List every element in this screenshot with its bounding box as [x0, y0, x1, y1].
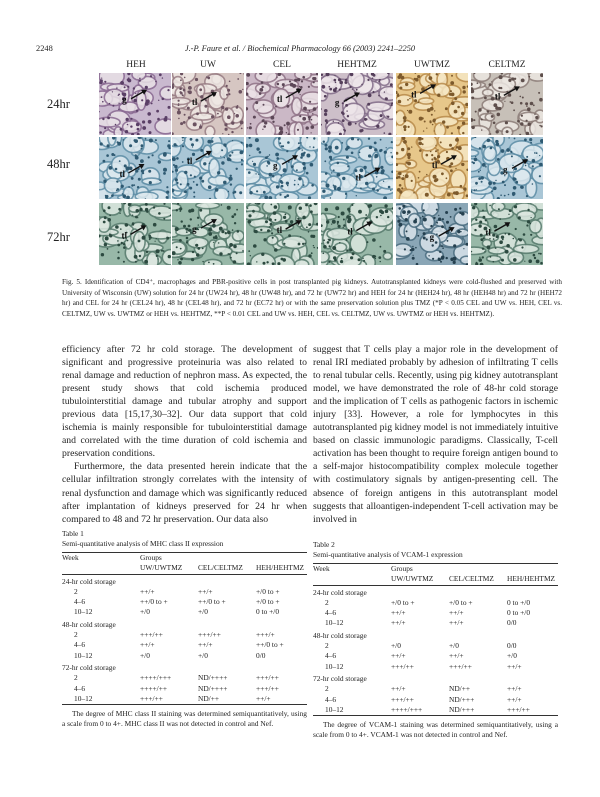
panel-label: tl: [276, 93, 283, 104]
table-cell: 0 to +/0: [507, 597, 531, 607]
table-cell: ND/++++: [198, 673, 228, 683]
table-row: [62, 597, 307, 607]
table-cell: ++/+: [507, 694, 522, 704]
micrograph-panel: [172, 137, 244, 199]
table-row: [62, 673, 307, 683]
table-row: [313, 662, 558, 672]
table-cell: +++/++: [507, 705, 558, 716]
table-row: [62, 630, 307, 640]
table-cell: 4–6: [325, 651, 337, 661]
table-cell: +/0: [198, 650, 208, 660]
table-cell: 2: [325, 641, 329, 651]
table-cell: 10–12: [325, 661, 344, 671]
table-cell: ++/+: [140, 640, 155, 650]
table-cell: 0 to +/0: [256, 607, 280, 617]
table-cell: ND/+++: [449, 705, 507, 716]
table-cell: ++/+: [198, 586, 213, 596]
micrograph-panel: [396, 203, 468, 265]
table-2: [313, 540, 558, 740]
table-row: [62, 574, 307, 587]
table-cell: [62, 563, 140, 574]
table-cell: 2: [74, 586, 78, 596]
table-row: [313, 684, 558, 694]
panel-label: tl: [191, 97, 198, 108]
table-cell: ++/+: [391, 651, 406, 661]
table-cell: ++++/+++: [140, 673, 172, 683]
table-cell: 2: [74, 673, 78, 683]
panel-label: tl: [186, 155, 193, 166]
table-row: [313, 598, 558, 608]
panel-label: tl: [485, 227, 491, 238]
table-footnote: The degree of MHC class II staining was determined semiquantitatively, using a scale from 0 to 4+. MHC class II was not detected in control and Nef.: [62, 709, 307, 729]
table-cell: +/0: [507, 651, 517, 661]
table-cell: [313, 574, 391, 585]
table-cell: +++/++: [256, 673, 279, 683]
micrograph-panel: [471, 137, 543, 199]
table-cell: CEL/CELTMZ: [449, 574, 507, 585]
table-cell: 10–12: [313, 705, 391, 716]
page-number: 2248: [36, 44, 53, 53]
micrograph-panel: [246, 73, 318, 135]
table-cell: 10–12: [62, 694, 140, 705]
body-column-left: [62, 343, 307, 526]
table-cell: 24-hr cold storage: [62, 576, 116, 586]
paragraph: efficiency after 72 hr cold storage. The development of significant and progressive proteinuria was also related to renal damage and reduction of nephron mass. As expected, the present study shows that cold ischemia produced tubulointerstitial damage and tubular atrophy and support previous data [15,17,30–32]. Our data support that cold ischemia is mainly responsible for tubulointerstitial damage and correlated with the time duration of cold ischemia and preservation conditions.: [62, 344, 307, 460]
micrograph-panel: [471, 73, 543, 135]
table-cell: +++/+: [256, 630, 275, 640]
table-cell: 2: [325, 597, 329, 607]
running-header: [36, 44, 564, 56]
micrograph-panel: [396, 73, 468, 135]
table-cell: ++/+: [507, 684, 522, 694]
table-cell: HEH/HEHTMZ: [507, 574, 558, 585]
table-cell: ++++/+++: [391, 705, 449, 716]
micrograph-panel: [246, 137, 318, 199]
table-cell: ++/+: [198, 640, 213, 650]
table-row: [62, 640, 307, 650]
panel-label: tl: [121, 230, 128, 241]
column-label-uw: UW: [200, 60, 216, 70]
table-row: [62, 618, 307, 630]
table-cell: 72-hr cold storage: [313, 673, 367, 683]
table-cell: ND/++++: [198, 683, 228, 693]
micrograph-panel: [99, 203, 171, 265]
micrograph-panel: [321, 137, 393, 199]
panel-label: tl: [411, 89, 417, 100]
micrograph-panel: [246, 203, 318, 265]
table-cell: Week: [313, 564, 391, 575]
table-1: [62, 529, 307, 729]
panel-label: tl: [276, 225, 283, 236]
table-footnote: The degree of VCAM-1 staining was determined semiquantitatively, using a scale from 0 to 4+. VCAM-1 was not detected in control and Nef.: [313, 720, 558, 740]
journal-citation: J.-P. Faure et al. / Biochemical Pharmacology 66 (2003) 2241–2250: [184, 44, 416, 53]
table-cell: ++/+: [256, 694, 307, 705]
table-cell: 0/0: [256, 650, 266, 660]
table-row: [313, 651, 558, 661]
table-cell: ++/0 to +: [198, 597, 226, 607]
table-cell: ++/0 to +: [256, 640, 284, 650]
table-cell: UW/UWTMZ: [391, 574, 449, 585]
table-cell: ++/+: [449, 618, 464, 628]
micrograph-panel: [321, 73, 393, 135]
table-cell: +++/++: [391, 661, 414, 671]
table-cell: 4–6: [74, 597, 86, 607]
panel-label: g: [429, 232, 435, 243]
table-row: [313, 585, 558, 598]
column-label-heh: HEH: [126, 60, 146, 70]
panel-label: g: [503, 164, 508, 175]
table-row: [62, 684, 307, 694]
column-label-cel: CEL: [273, 60, 291, 70]
panel-label: g: [122, 94, 127, 105]
table-title: Table 2: [313, 540, 335, 549]
micrograph-panel: [99, 73, 171, 135]
panel-label: tl: [431, 160, 438, 171]
table-cell: 10–12: [74, 607, 93, 617]
row-label-24hr: 24hr: [47, 97, 70, 111]
table-cell: 48-hr cold storage: [313, 630, 367, 640]
table-row: [62, 651, 307, 661]
table-cell: +/0: [391, 641, 401, 651]
row-label-72hr: 72hr: [47, 230, 70, 244]
column-label-celtmz: CELTMZ: [488, 60, 526, 70]
table-cell: 4–6: [74, 640, 86, 650]
table-cell: +++/++: [391, 694, 414, 704]
table-cell: +++/++: [198, 630, 221, 640]
table-cell: +/0 to +: [256, 586, 280, 596]
table-row: [313, 574, 558, 585]
table-row: [313, 672, 558, 684]
table-row: [62, 587, 307, 597]
table-cell: ++/+: [140, 586, 155, 596]
micrograph-panel: [172, 203, 244, 265]
table-cell: +/0: [449, 641, 459, 651]
table-cell: 10–12: [74, 650, 93, 660]
panel-label: g: [191, 224, 197, 235]
table-cell: +/0: [140, 650, 150, 660]
table-cell: +/0 to +: [391, 597, 415, 607]
panel-label: g: [273, 160, 278, 171]
table-cell: ND/++: [449, 684, 471, 694]
table-cell: Groups: [391, 564, 558, 575]
table-cell: +++/++: [140, 630, 163, 640]
micrograph-panel: [99, 137, 171, 199]
panel-label: tl: [119, 168, 125, 179]
table-2-grid: [313, 563, 558, 716]
table-cell: HEH/HEHTMZ: [256, 563, 307, 574]
table-cell: 2: [74, 630, 78, 640]
panel-label: tl: [355, 172, 361, 183]
paragraph: suggest that T cells play a major role in the development of renal IRI mediated probably by adhesion of infiltrating T cells to renal tubular cells. Recently, using pig kidney autotransplant model, we have demonstrated the role of 48-hr cold storage and the implication of T cells as pathogenic factors in ischemic injury [33]. However, a role for lymphocytes in this autotransplanted pig kidney model is not immediately intuitive based on classic immunologic paradigms. Classically, T-cell activation has been thought to require foreign antigen bound to a self-major histocompatibility complex molecule together with costimulatory signals by antigen-presenting cell. The absence of foreign antigens in this autotransplant model suggests that alloantigen-independent T-cell activation may be involved in: [313, 344, 558, 525]
table-title: Table 1: [62, 529, 84, 538]
column-label-uwtmz: UWTMZ: [414, 60, 450, 70]
micrograph-panel: [321, 203, 393, 265]
table-row: [62, 607, 307, 617]
table-cell: 0/0: [507, 641, 517, 651]
table-cell: 4–6: [325, 608, 337, 618]
panel-label: tl: [347, 226, 353, 237]
table-row: [313, 608, 558, 618]
table-1-grid: [62, 552, 307, 705]
table-cell: +/0: [198, 607, 208, 617]
table-cell: CEL/CELTMZ: [198, 563, 256, 574]
table-cell: ++/+: [449, 608, 464, 618]
table-cell: 0/0: [507, 618, 517, 628]
row-label-48hr: 48hr: [47, 157, 70, 171]
table-row: [313, 618, 558, 628]
panel-label: g: [334, 97, 340, 108]
table-subtitle: Semi-quantitative analysis of VCAM-1 expression: [313, 550, 463, 559]
table-cell: 2: [325, 684, 329, 694]
table-cell: 48-hr cold storage: [62, 619, 116, 629]
micrograph-panel: [396, 137, 468, 199]
table-cell: ++/+: [449, 651, 464, 661]
table-cell: UW/UWTMZ: [140, 563, 198, 574]
table-cell: +/0: [140, 607, 150, 617]
table-row: [62, 661, 307, 673]
table-row: [313, 629, 558, 641]
table-cell: ND/++: [198, 694, 256, 705]
table-cell: +++/++: [449, 661, 472, 671]
table-cell: Week: [62, 553, 140, 564]
table-row: [313, 695, 558, 705]
table-cell: ++/+: [391, 684, 406, 694]
column-label-hehtmz: HEHTMZ: [337, 60, 377, 70]
table-row: [62, 563, 307, 574]
table-cell: ++++/++: [140, 683, 168, 693]
table-cell: 4–6: [325, 694, 337, 704]
paragraph: Furthermore, the data presented herein indicate that the cellular infiltration strongly correlates with the intensity of renal dysfunction and damage which was significantly reduced after implantation of kidneys preserved for 24 hr when compared to 48 and 72 hr preservation. Our data also: [62, 461, 307, 525]
micrograph-panel: [172, 73, 244, 135]
table-cell: ND/+++: [449, 694, 475, 704]
table-cell: ++/+: [391, 618, 406, 628]
table-cell: ++/+: [391, 608, 406, 618]
body-column-right: [313, 343, 558, 526]
micrograph-panel: [471, 203, 543, 265]
table-subtitle: Semi-quantitative analysis of MHC class II expression: [62, 539, 224, 548]
table-cell: 0 to +/0: [507, 608, 531, 618]
table-cell: +/0 to +: [256, 597, 280, 607]
table-row: [313, 705, 558, 716]
table-cell: 72-hr cold storage: [62, 662, 116, 672]
table-cell: +++/++: [256, 683, 279, 693]
table-cell: +/0 to +: [449, 597, 473, 607]
table-row: [62, 694, 307, 705]
table-cell: +++/++: [140, 694, 198, 705]
panel-label: tl: [494, 91, 501, 102]
table-cell: 10–12: [325, 618, 344, 628]
table-cell: ++/0 to +: [140, 597, 168, 607]
table-row: [313, 641, 558, 651]
table-cell: ++/+: [507, 661, 522, 671]
table-cell: Groups: [140, 553, 307, 564]
table-cell: 4–6: [74, 683, 86, 693]
table-cell: 24-hr cold storage: [313, 587, 367, 597]
table-row: [62, 553, 307, 564]
table-row: [313, 564, 558, 575]
figure-caption: Fig. 5. Identification of CD4⁺, macrophages and PBR-positive cells in post transplanted pig kidneys. Autotransplanted kidneys were cold-flushed and preserved with University of Wisconsin (UW) solution for 24 hr (UW24 hr), 48 hr (UW48 hr), and 72 hr (UW72 hr) and HEH for 24 hr (HEH24 hr), 48 hr (HEH48 hr) and 72 hr (HEH72 hr) and CEL for 24 hr (CEL24 hr), 48 hr (CEL48 hr), and 72 hr (EC72 hr) or with the same preservation solution plus TMZ (*P < 0.05 CEL and UW vs. HEH, CEL vs. CELTMZ, UW vs. UWTMZ or HEH vs. HEHTMZ, **P < 0.01 CEL and UW vs. HEH, CEL vs. CELTMZ, UW vs. UWTMZ or HEH vs. HEHTMZ).: [62, 278, 562, 319]
